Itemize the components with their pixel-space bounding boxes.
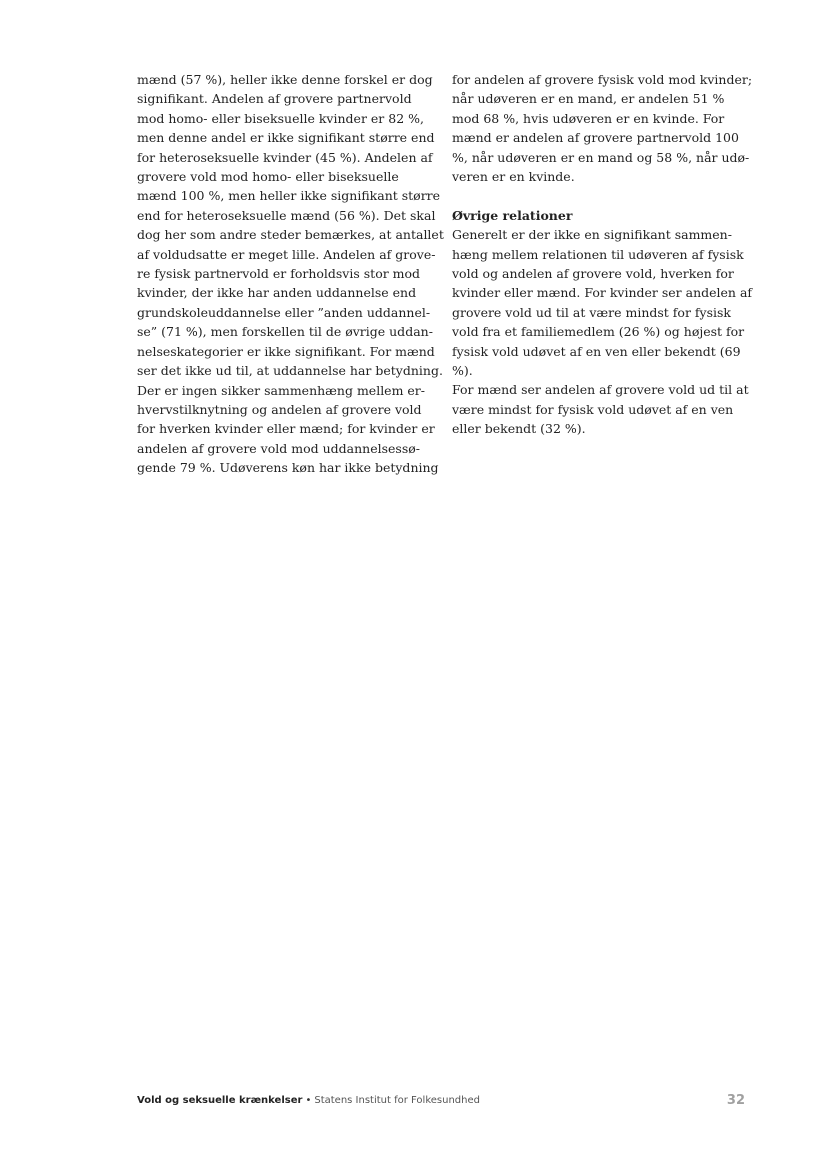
text-line: re fysisk partnervold er forholdsvis stor mod [137,266,421,282]
text-line: dog her som andre steder bemærkes, at antallet [137,227,444,243]
page-footer [137,1095,745,1111]
text-line: For mænd ser andelen af grovere vold ud til at [452,382,749,398]
text-line: mænd er andelen af grovere partnervold 100 [452,130,739,146]
text-line: Der er ingen sikker sammenhæng mellem er- [137,382,426,398]
paragraph [452,225,753,380]
text-line: grundskoleuddannelse eller ”anden uddannel- [137,304,431,320]
text-line: for hverken kvinder eller mænd; for kvinder er [137,421,435,437]
footer-organization: Statens Institut for Folkesundhed [314,1095,480,1106]
text-line: gende 79 %. Udøverens køn har ikke betydning [137,460,439,476]
text-line: ser det ikke ud til, at uddannelse har betydning. [137,363,443,379]
page-number: 32 [726,1093,745,1108]
text-line: af voldudsatte er meget lille. Andelen af grove- [137,246,436,262]
text-line: for andelen af grovere fysisk vold mod kvinder; [452,72,753,87]
footer-separator: • [305,1095,312,1106]
text-line: kvinder eller mænd. For kvinder ser andelen af [452,285,753,301]
right-text-column [452,70,753,439]
text-line: mænd (57 %), heller ikke denne forskel er dog [137,72,433,87]
left-text-column [137,70,444,478]
text-line: andelen af grovere vold mod uddannelsessø- [137,440,420,456]
text-line: fysisk vold udøvet af en ven eller bekendt (69 [452,343,741,359]
text-line: %). [452,363,473,379]
text-line: grovere vold ud til at være mindst for fysisk [452,304,731,320]
footer-publication-title: Vold og seksuelle krænkelser [137,1095,303,1106]
text-line: vold fra et familiemedlem (26 %) og højest for [452,324,745,340]
text-line: hvervstilknytning og andelen af grovere vold [137,401,422,417]
text-line: når udøveren er en mand, er andelen 51 % [452,91,725,107]
text-line: se” (71 %), men forskellen til de øvrige uddan- [137,324,433,340]
text-line: kvinder, der ikke har anden uddannelse end [137,285,417,301]
text-line: være mindst for fysisk vold udøvet af en ven [452,401,734,417]
text-line: hæng mellem relationen til udøveren af fysisk [452,246,744,262]
text-line: vold og andelen af grovere vold, hverken for [452,266,734,282]
text-line: %, når udøveren er en mand og 58 %, når udø- [452,149,750,165]
text-line: Generelt er der ikke en signifikant sammen- [452,227,732,243]
paragraph [452,70,753,186]
text-line: mænd 100 %, men heller ikke signifikant større [137,188,441,204]
text-line: signifikant. Andelen af grovere partnervold [137,91,412,107]
text-line: eller bekendt (32 %). [452,421,586,437]
text-line: veren er en kvinde. [452,169,575,185]
text-line: nelseskategorier er ikke signifikant. For mænd [137,343,435,359]
text-line: mod homo- eller biseksuelle kvinder er 82 %, [137,110,424,126]
section-heading: Øvrige relationer [452,207,573,223]
text-line: end for heteroseksuelle mænd (56 %). Det skal [137,207,436,223]
text-line: grovere vold mod homo- eller biseksuelle [137,169,399,185]
paragraph [452,380,748,438]
text-line: for heteroseksuelle kvinder (45 %). Andelen af [137,149,433,165]
paragraph-spacer [452,186,748,205]
text-line: men denne andel er ikke signifikant større end [137,130,435,146]
text-line: mod 68 %, hvis udøveren er en kvinde. For [452,110,725,126]
